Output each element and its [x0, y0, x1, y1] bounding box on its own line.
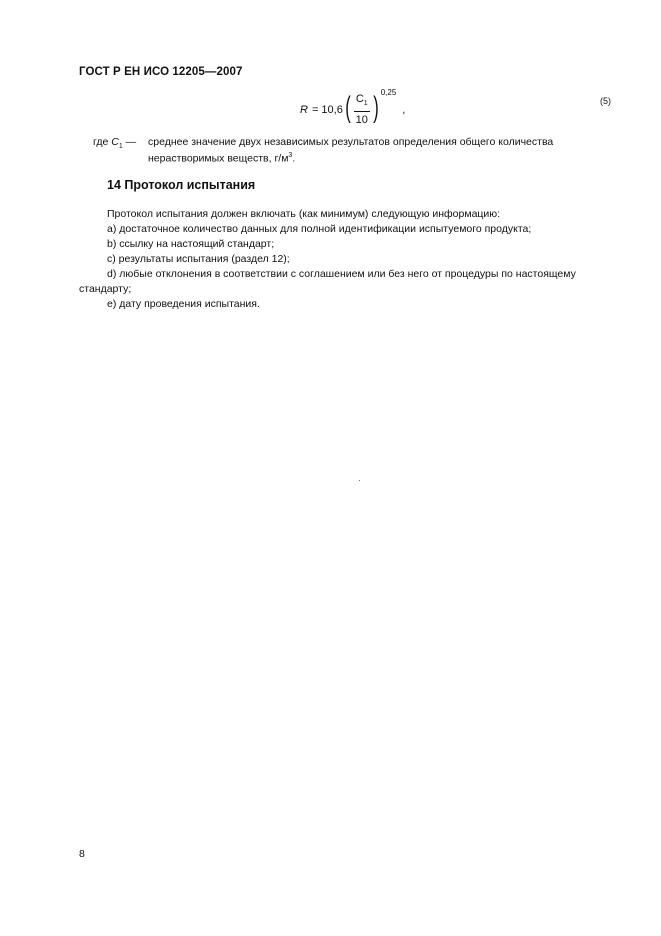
formula-exponent: 0,25 — [380, 88, 397, 97]
where-label: где $C_1$ — — [93, 136, 137, 151]
formula-trail: , — [402, 104, 406, 116]
page-number: 8 — [79, 848, 85, 860]
formula-numerator: $C_1$ — [354, 93, 370, 112]
scan-speck — [359, 480, 360, 481]
formula-fraction — [354, 93, 370, 127]
section-heading: 14 Протокол испытания — [107, 178, 256, 192]
intro-paragraph: Протокол испытания должен включать (как минимум) следующую информацию: — [107, 208, 501, 220]
formula-lhs: R — [300, 104, 308, 116]
formula-left-paren: ( — [345, 91, 351, 124]
formula-coefficient: = 10,6 — [311, 104, 343, 116]
document-header: ГОСТ Р ЕН ИСО 12205—2007 — [79, 66, 243, 78]
list-item: a) достаточное количество данных для полной идентификации испытуемого продукта; — [107, 223, 532, 235]
list-item: e) дату проведения испытания. — [107, 298, 260, 310]
section-body — [79, 207, 617, 312]
formula-denominator: 10 — [355, 114, 368, 127]
list-item: c) результаты испытания (раздел 12); — [107, 253, 290, 265]
list-item: d) любые отклонения в соответствии с соглашением или без него от процедуры по настоящему стандарту; — [79, 268, 576, 295]
where-definition: среднее значение двух независимых результатов определения общего количества нерастворимых веществ, $г/м^3$. — [148, 136, 554, 165]
formula-5 — [300, 90, 405, 130]
list-item: b) ссылку на настоящий стандарт; — [107, 238, 275, 250]
formula-number: (5) — [600, 96, 611, 106]
formula-right-paren: ) — [372, 91, 379, 124]
